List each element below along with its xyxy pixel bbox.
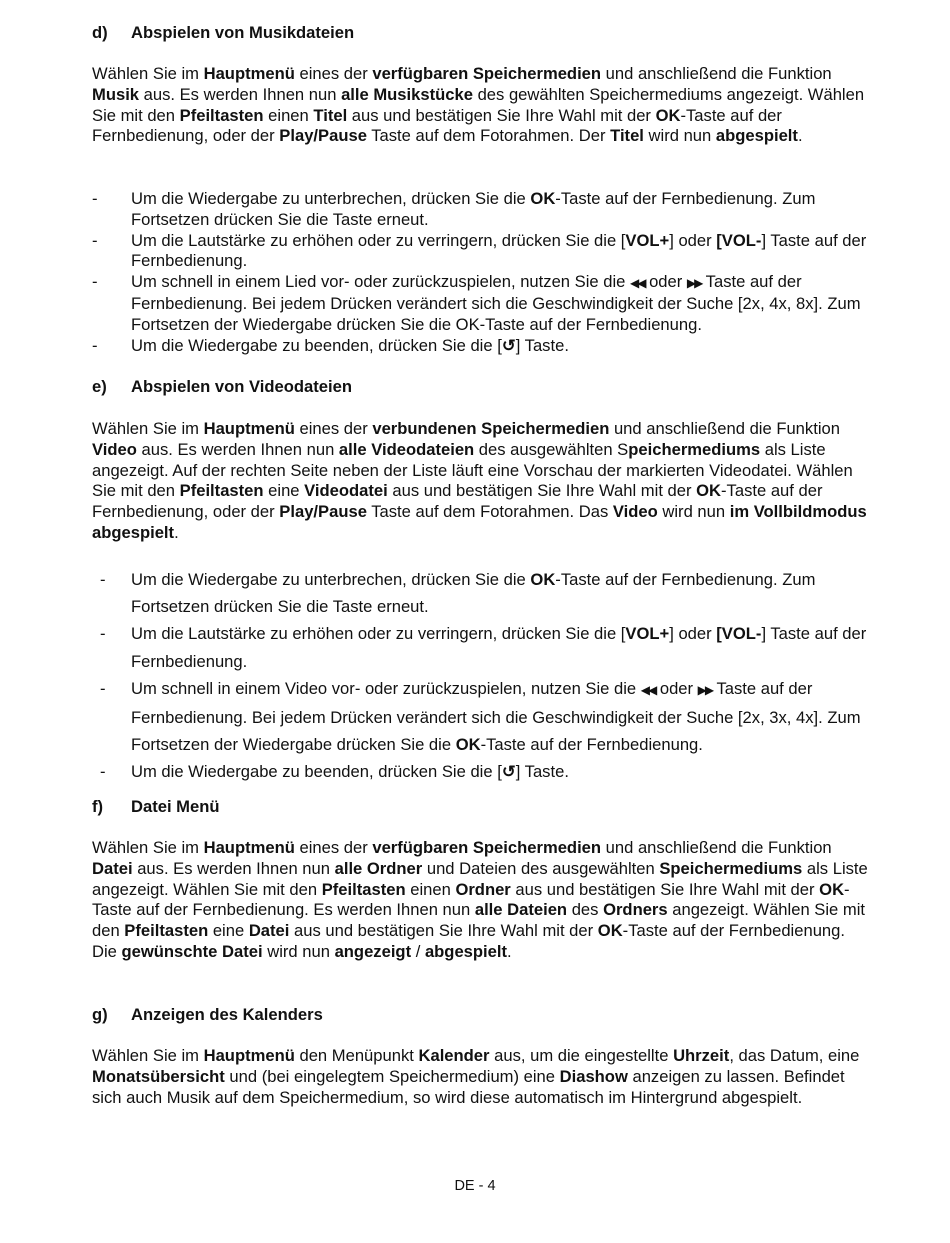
text-run: . [507,941,512,961]
text-run: -Taste auf der Fernbedienung. Zum Fortsetzen drücken Sie die Taste erneut. [131,570,816,617]
text-run: einen [405,879,456,899]
section-g-number: g) [92,1005,108,1024]
bold-text-run: Video [92,439,137,459]
bullet-dash: - [92,230,98,250]
bold-text-run: Ordners [603,900,668,920]
bold-text-run: VOL+ [625,624,670,644]
media-skip-icon: ▶▶ [686,276,702,291]
bold-text-run: Datei [92,858,133,878]
text-run: Um die Lautstärke zu erhöhen oder zu verringern, drücken Sie die [ [131,230,626,250]
text-run: wird nun [643,126,716,146]
media-skip-icon: ◀◀ [630,276,645,291]
bold-text-run: OK [696,481,722,501]
bold-text-run: Datei [248,921,290,941]
bullet-item [92,336,872,357]
bold-text-run: verfügbaren Speichermedien [372,838,602,857]
bold-text-run: peichermediums [628,439,761,459]
text-run: Taste auf der Fernbedienung. Bei jedem Drücken verändert sich die Geschwindigkeit der Suche [2x, 4x, 8x]. Zum Fortsetzen der Wiedergabe drücken Sie die OK-Taste auf der Fernbedienung. [131,272,861,334]
text-run: Um die Wiedergabe zu unterbrechen, drücken Sie die [131,570,531,589]
section-d-heading [92,23,354,43]
section-e-number: e) [92,377,107,396]
text-run: -Taste auf der Fernbedienung, oder der [92,481,823,522]
text-run: einen [263,105,314,125]
bold-text-run: Musik [92,84,140,104]
bold-text-run: Hauptmenü [203,419,295,438]
text-run: Um die Lautstärke zu erhöhen oder zu verringern, drücken Sie die [ [131,624,626,644]
text-run: aus, um die eingestellte [489,1046,674,1065]
text-run: aus und bestätigen Sie Ihre Wahl mit der [387,481,697,501]
text-run: oder [655,678,698,698]
bold-text-run: alle Videodateien [338,439,475,459]
bold-text-run: Pfeiltasten [321,879,406,899]
text-run: Um die Wiedergabe zu beenden, drücken Sie die [ [131,335,502,355]
bold-text-run: Play/Pause [279,502,367,522]
text-run: Um die Wiedergabe zu beenden, drücken Sie die [ [131,762,502,782]
text-run: -Taste auf der Fernbedienung. Zum Fortsetzen drücken Sie die Taste erneut. [131,189,816,229]
text-run: aus. Es werden Ihnen nun [132,858,335,878]
bold-text-run: alle Ordner [334,858,423,878]
text-run: des ausgewählten S [474,439,629,459]
text-run: Wählen Sie im [92,1046,204,1065]
text-run: . [797,126,803,146]
section-d-title: Abspielen von Musikdateien [131,23,355,42]
text-run: ] oder [669,624,717,644]
bold-text-run: Titel [610,126,644,146]
section-e-heading [92,377,352,397]
section-e-bullet-list [92,566,872,786]
bold-text-run: Uhrzeit [673,1046,730,1065]
section-g-heading [92,1005,323,1025]
bold-text-run: Hauptmenü [203,838,295,857]
text-run: aus. Es werden Ihnen nun [139,84,342,104]
text-run: als Liste angezeigt. Wählen Sie mit den [92,858,868,899]
text-run: aus und bestätigen Sie Ihre Wahl mit der [510,879,820,899]
bold-text-run: OK [819,879,845,899]
bold-text-run: Hauptmenü [203,1046,295,1065]
bullet-item [92,272,872,335]
text-run: ] Taste auf der Fernbedienung. [131,230,867,271]
text-run: Taste auf der Fernbedienung. Bei jedem Drücken verändert sich die Geschwindigkeit der Suche [2x, 3x, 4x]. Zum Fortsetzen der Wiedergabe drücken Sie die [131,678,861,755]
bold-text-run: Monatsübersicht [92,1066,225,1086]
bold-text-run: Titel [313,105,348,125]
bullet-dash: - [92,189,98,208]
bullet-dash: - [92,335,98,355]
bullet-item [92,620,872,674]
bullet-dash: - [92,272,98,292]
bold-text-run: OK [655,105,681,125]
text-run: und anschließend die Funktion [601,64,832,83]
text-run: ] Taste. [515,335,569,355]
bold-text-run: Diashow [559,1066,628,1086]
section-f-heading [92,797,220,817]
text-run: Um die Wiedergabe zu unterbrechen, drücken Sie die [131,189,531,208]
bold-text-run: Pfeiltasten [179,105,264,125]
section-d-bullet-list [92,189,872,356]
bold-text-run: alle Dateien [474,900,568,920]
text-run: und (bei eingelegtem Speichermedium) eine [224,1066,560,1086]
text-run: -Taste auf der Fernbedienung. [480,735,703,755]
bullet-dash: - [100,762,106,782]
bold-text-run: im Vollbildmodus abgespielt [92,502,867,542]
text-run: aus. Es werden Ihnen nun [136,439,339,459]
text-run: , das Datum, eine [729,1046,860,1065]
text-run: ] oder [669,230,717,250]
section-g-title: Anzeigen des Kalenders [131,1005,323,1024]
page-number-footer: DE - 4 [454,1178,496,1194]
bold-text-run: Speichermediums [659,858,803,878]
bold-text-run: Kalender [418,1046,490,1065]
bold-text-run: abgespielt [715,126,798,146]
bullet-dash: - [100,678,106,698]
bold-text-run: alle Musikstücke [341,84,473,104]
media-skip-icon: ◀◀ [640,682,656,697]
text-run: eine [263,481,305,501]
bold-text-run: Pfeiltasten [179,481,264,501]
text-run: ] Taste auf der Fernbedienung. [131,624,867,671]
text-run: des gewählten Speichermediums angezeigt. Wählen Sie mit den [92,84,865,125]
bold-text-run: verfügbaren Speichermedien [372,64,602,83]
text-run: des [567,900,604,920]
bold-text-run: VOL+ [625,230,670,250]
section-g-paragraph [92,1046,872,1108]
bold-text-run: Play/Pause [279,126,367,146]
text-run: Taste auf dem Fotorahmen. Der [366,126,611,146]
text-run: wird nun [262,941,335,961]
bold-text-run: ↺ [501,762,516,782]
text-run: und anschließend die Funktion [609,419,840,438]
text-run: / [411,941,425,961]
text-run: wird nun [657,502,730,522]
bullet-dash: - [100,624,106,644]
text-run: eine [208,921,249,941]
text-run: eines der [294,838,373,857]
bullet-item [92,758,872,785]
text-run: -Taste auf der Fernbedienung. Die [92,921,845,961]
text-run: -Taste auf der Fernbedienung. Es werden Ihnen nun [92,879,850,920]
bullet-item [92,189,872,231]
bold-text-run: [VOL- [716,624,762,644]
bold-text-run: OK [597,921,623,941]
text-run: und Dateien des ausgewählten [422,858,660,878]
text-run: Wählen Sie im [92,838,204,857]
bold-text-run: OK [530,189,556,208]
text-run: aus und bestätigen Sie Ihre Wahl mit der [347,105,656,125]
text-run: eines der [294,419,373,438]
text-run: Um schnell in einem Video vor- oder zurückzuspielen, nutzen Sie die [131,678,641,698]
bold-text-run: Video [612,502,658,522]
media-skip-icon: ▶▶ [697,682,713,697]
text-run: angezeigt. Wählen Sie mit den [92,900,866,941]
bold-text-run: [VOL- [716,230,762,250]
bold-text-run: angezeigt [334,941,412,961]
bold-text-run: Videodatei [304,481,388,501]
text-run: ] Taste. [515,762,569,782]
text-run: eines der [294,64,373,83]
text-run: Taste auf dem Fotorahmen. Das [366,502,613,522]
bold-text-run: Pfeiltasten [124,921,209,941]
section-f-paragraph [92,838,872,963]
text-run: oder [644,272,687,292]
section-f-number: f) [92,797,104,816]
bullet-item [92,675,872,759]
section-e-paragraph [92,419,872,544]
section-f-title: Datei Menü [131,797,220,816]
bold-text-run: Hauptmenü [203,64,295,83]
text-run: -Taste auf der Fernbedienung, oder der [92,105,782,146]
section-d-number: d) [92,23,108,42]
section-d-paragraph [92,64,872,147]
bold-text-run: abgespielt [424,941,508,961]
bold-text-run: verbundenen Speichermedien [372,419,610,438]
bold-text-run: Ordner [455,879,511,899]
text-run: Um schnell in einem Lied vor- oder zurückzuspielen, nutzen Sie die [131,272,630,292]
text-run: Wählen Sie im [92,64,204,83]
text-run: den Menüpunkt [294,1046,419,1065]
bold-text-run: OK [455,735,481,755]
section-e-title: Abspielen von Videodateien [131,377,352,396]
text-run: . [174,522,179,542]
text-run: Wählen Sie im [92,419,204,438]
bullet-item [92,231,872,273]
text-run: und anschließend die Funktion [601,838,832,857]
text-run: anzeigen zu lassen. Befindet sich auch Musik auf dem Speichermedium, so wird diese automatisch im Hintergrund abgespielt. [92,1066,845,1107]
bold-text-run: ↺ [501,335,516,355]
bullet-dash: - [100,570,106,589]
text-run: aus und bestätigen Sie Ihre Wahl mit der [289,921,598,941]
bullet-item [92,566,872,620]
bold-text-run: gewünschte Datei [121,941,263,961]
bold-text-run: OK [530,570,556,589]
text-run: als Liste angezeigt. Auf der rechten Seite neben der Liste läuft eine Vorschau der markierten Videodatei. Wählen Sie mit den [92,439,853,501]
